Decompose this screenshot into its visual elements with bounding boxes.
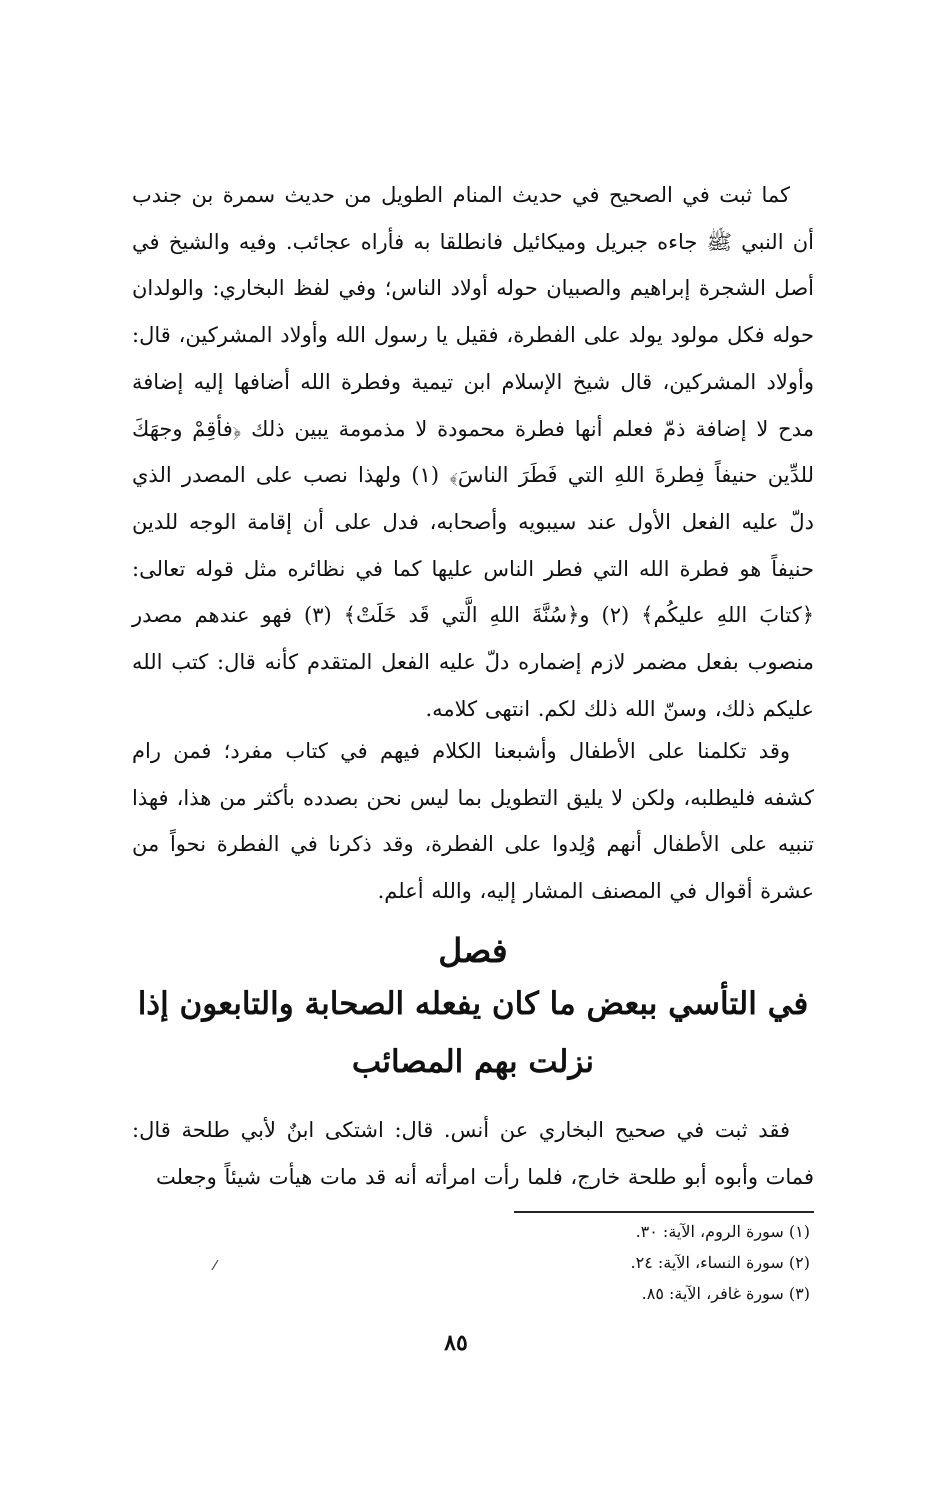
footnotes xyxy=(410,1216,810,1309)
footnote-divider xyxy=(514,1211,814,1213)
body-paragraph xyxy=(132,728,814,915)
scan-mark xyxy=(211,1259,219,1271)
body-paragraph xyxy=(132,1107,814,1200)
footnote-item: (٣) سورة غافر، الآية: ٨٥. xyxy=(641,1284,810,1303)
footnote-item: (٢) سورة النساء، الآية: ٢٤. xyxy=(630,1253,810,1272)
paragraph-text: وقد تكلمنا على الأطفال وأشبعنا الكلام فيهم في كتاب مفرد؛ فمن رام كشفه فليطلبه، ولكن لا يليق التطويل بما ليس نحن بصدده بأكثر من هذا، فهذا تنبيه على الأطفال أنهم وُلِدوا على الفطرة، وقد ذكرنا في الفطرة نحواً من عشرة أقوال في المصنف المشار إليه، والله أعلم. xyxy=(132,739,814,904)
body-paragraph xyxy=(132,172,814,732)
footnote-item: (١) سورة الروم، الآية: ٣٠. xyxy=(635,1222,810,1241)
section-heading: فصل xyxy=(438,931,508,970)
paragraph-text: فقد ثبت في صحيح البخاري عن أنس. قال: اشتكى ابنٌ لأبي طلحة قال: فمات وأبوه أبو طلحة خارج، فلما رأت امرأته أنه قد مات هيأت شيئاً وجعلت xyxy=(132,1118,814,1189)
section-title: في التأسي ببعض ما كان يفعله الصحابة والتابعون إذا نزلت بهم المصائب xyxy=(137,986,809,1080)
paragraph-text: كما ثبت في الصحيح في حديث المنام الطويل من حديث سمرة بن جندب أن النبي ﷺ جاءه جبريل وميكائيل فانطلقا به فأراه عجائب. وفيه والشيخ في أصل الشجرة إبراهيم والصبيان حوله أولاد الناس؛ وفي لفظ البخاري: والولدان حوله فكل مولود يولد على الفطرة، فقيل يا رسول الله وأولاد المشركين، قال: وأولاد المشركين، قال شيخ الإسلام ابن تيمية وفطرة الله أضافها إليه إضافة مدح لا إضافة ذمّ فعلم أنها فطرة محمودة لا مذمومة يبين ذلك ﴿فأقِمْ وجهَكَ للدِّين حنيفاً فِطرةَ اللهِ التي فَطَرَ الناسَ﴾ (١) ولهذا نصب على المصدر الذي دلّ عليه الفعل الأول عند سيبويه وأصحابه، فدل على أن إقامة الوجه للدين حنيفاً هو فطرة الله التي فطر الناس عليها كما في نظائره مثل قوله تعالى: ﴿كتابَ اللهِ عليكُم﴾ (٢) و﴿سُنَّةَ اللهِ الَّتي قَد خَلَتْ﴾ (٣) فهو عندهم مصدر منصوب بفعل مضمر لازم إضماره دلّ عليه الفعل المتقدم كأنه قال: كتب الله عليكم ذلك، وسنّ الله ذلك لكم. انتهى كلامه. xyxy=(132,183,814,721)
page-number: ٨٥ xyxy=(444,1330,468,1356)
